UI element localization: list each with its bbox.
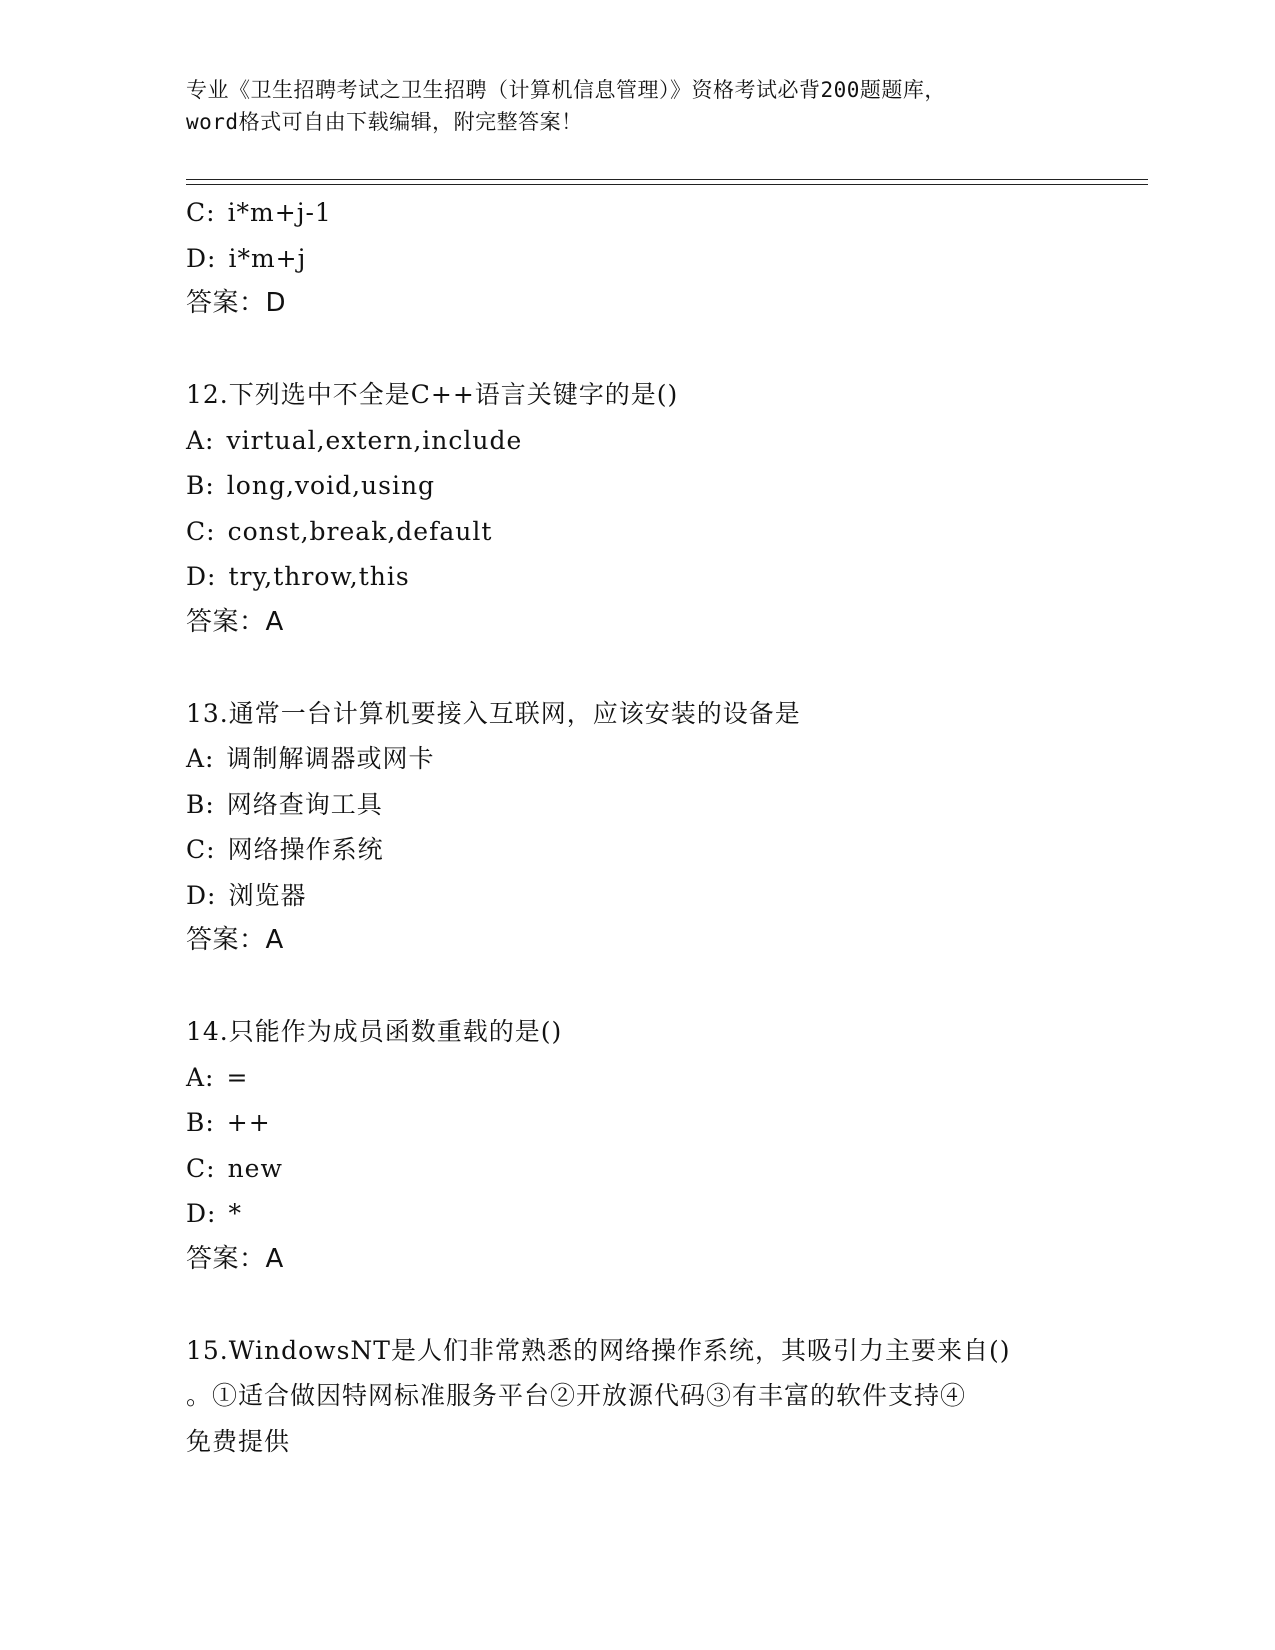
option-text: 网络查询工具 (226, 789, 383, 819)
option-key: B: (186, 471, 215, 500)
page-header (186, 74, 1086, 138)
question-fragment (186, 190, 1086, 327)
question-stem: 13.通常一台计算机要接入互联网，应该安装的设备是 (186, 698, 801, 728)
option-key: C: (186, 198, 216, 227)
header-divider-bottom (186, 184, 1148, 185)
option-d (186, 554, 1086, 600)
option-text: 调制解调器或网卡 (226, 744, 435, 773)
option-key: C: (186, 516, 216, 546)
spacer (186, 1282, 1086, 1328)
option-b (186, 463, 1086, 509)
answer: 答案：A (186, 925, 284, 955)
option-text: i*m+j-1 (227, 198, 332, 227)
option-text: ++ (226, 1108, 271, 1137)
spacer (186, 645, 1086, 691)
option-a (186, 1055, 1086, 1101)
header-title-line-2: word格式可自由下载编辑，附完整答案！ (186, 110, 583, 134)
header-title-line-1: 专业《卫生招聘考试之卫生招聘（计算机信息管理）》资格考试必背200题题库， (186, 78, 946, 102)
option-key: D: (186, 880, 217, 910)
option-text: new (227, 1153, 283, 1183)
answer: 答案：D (186, 288, 287, 318)
option-c (186, 190, 1086, 236)
option-d (186, 1191, 1086, 1237)
answer: 答案：A (186, 1243, 284, 1274)
header-divider-top (186, 179, 1148, 180)
option-text: 网络操作系统 (227, 835, 384, 864)
spacer (186, 964, 1086, 1010)
option-key: C: (186, 835, 216, 864)
spacer (186, 327, 1086, 373)
question-stem-line-2: 。①适合做因特网标准服务平台②开放源代码③有丰富的软件支持④ (186, 1381, 967, 1410)
option-b (186, 1100, 1086, 1146)
option-key: A: (186, 744, 215, 773)
option-key: A: (186, 1062, 215, 1092)
option-c (186, 1146, 1086, 1192)
option-text: const,break,default (227, 516, 493, 546)
question-stem-line-1: 15.WindowsNT是人们非常熟悉的网络操作系统，其吸引力主要来自() (186, 1335, 1011, 1365)
option-key: A: (186, 425, 215, 455)
option-text: try,throw,this (228, 562, 410, 591)
question-stem-line-3: 免费提供 (186, 1426, 291, 1456)
option-text: = (226, 1062, 249, 1092)
option-key: B: (186, 789, 215, 819)
question-13 (186, 691, 1086, 964)
option-a (186, 736, 1086, 782)
option-d (186, 236, 1086, 282)
option-text: * (228, 1199, 242, 1228)
question-list (186, 190, 1086, 1464)
answer: 答案：A (186, 606, 284, 637)
option-key: D: (186, 1199, 217, 1228)
option-text: 浏览器 (228, 880, 307, 910)
question-15 (186, 1328, 1086, 1465)
option-key: D: (186, 562, 217, 591)
question-stem: 14.只能作为成员函数重载的是() (186, 1017, 563, 1046)
option-d (186, 873, 1086, 919)
option-key: C: (186, 1153, 216, 1183)
question-stem: 12.下列选中不全是C++语言关键字的是() (186, 380, 679, 409)
option-b (186, 782, 1086, 828)
option-a (186, 418, 1086, 464)
question-12 (186, 372, 1086, 645)
option-text: virtual,extern,include (226, 425, 523, 455)
question-14 (186, 1009, 1086, 1282)
option-key: D: (186, 243, 217, 273)
option-c (186, 827, 1086, 873)
option-text: i*m+j (228, 243, 307, 273)
option-c (186, 509, 1086, 555)
option-key: B: (186, 1108, 215, 1137)
option-text: long,void,using (226, 471, 436, 500)
